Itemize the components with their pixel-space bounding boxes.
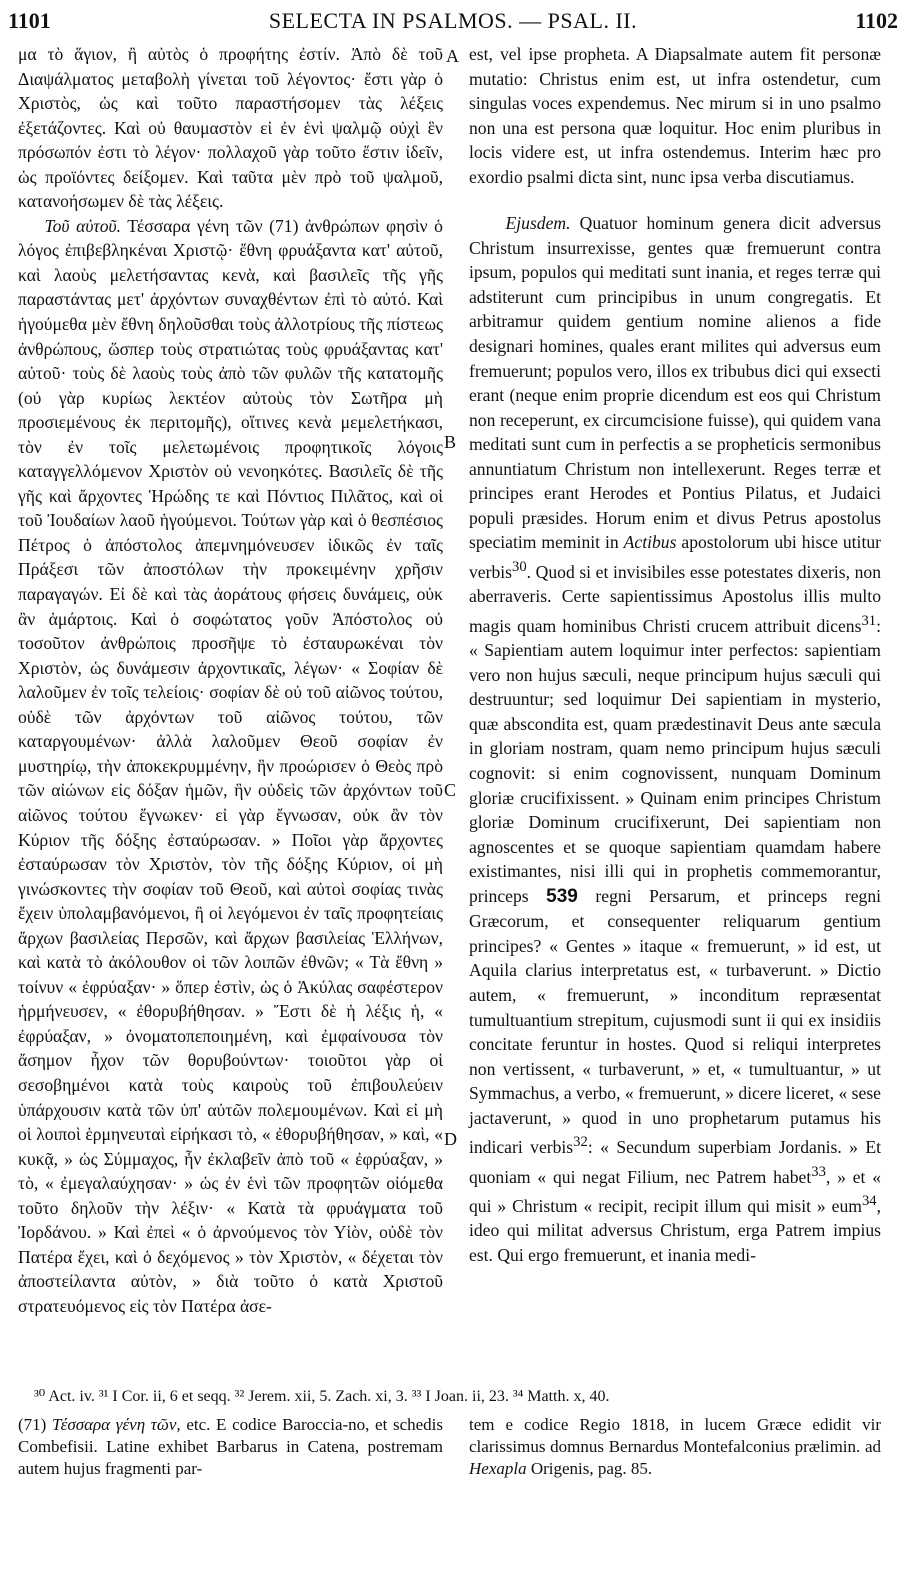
greek-paragraph-2-text: Τέσσαρα γένη τῶν (71) ἀνθρώπων φησὶν ὁ λόγος ἐπιβεβληκέναι Χριστῷ· ἔθνη φρυάξαντα κατ' αὐτοῦ, καὶ λαοὺς μελετήσαντας κενὰ, καὶ βασιλεῖς τῆς γῆς παραστάντας μετ' ἀρχόντων συναχθέντων ἐπὶ τὸ αὐτό. Καὶ ἡγούμεθα μὲν ἔθνη δηλοῦσθαι τοὺς ἀλλοτρίους τῆς πίστεως ἀνθρώπους, ὥσπερ τοὺς στρατιώτας τοὺς φρυάξαντας κατ' αὐτοῦ· τοὺς δὲ λαοὺς τοὺς ἀπὸ τῶν φυλῶν τῆς κατατομῆς (οὐ γὰρ κυρίως λεκτέον αὐτοὺς τὸν Σωτῆρα μὴ προσιεμένους ἐκ περιτομῆς), οἵτινες κενὰ μεμελετήκασι, τὸν ἐν τοῖς μελετωμένοις προφητικοῖς λόγοις καταγγελλόμενον Χριστὸν οὐ νενοηκότες. Βασιλεῖς δὲ τῆς γῆς καὶ ἄρχοντες Ἡρώδης τε καὶ Πόντιος Πιλᾶτος, καὶ οἱ τοῦ Ἰουδαίων λαοῦ ἡγούμενοι. Τούτων γὰρ καὶ ὁ θεσπέσιος Πέτρος ὁ ἀπόστολος ἀπεμνημόνευσεν ἰδικῶς ἐν ταῖς Πράξεσι τῶν ἀποστόλων τὴν προκειμένην χρῆσιν παραγαγών. Εἰ δὲ καὶ τὰς ἀοράτους φήσεις δυνάμεις, οὐκ ἂν ἁμάρτοις. Καὶ ὁ σοφώτατος γοῦν Ἀπόστολος οὐ τοσοῦτον ἀνθρώποις προσῆψε τὸ ἐσταυρωκέναι τὸν Χριστὸν, ὡς δυνάμεσιν ἀρχοντικαῖς, λέγων· « Σοφίαν δὲ λαλοῦμεν ἐν τοῖς τελείοις· σοφίαν δὲ οὐ τοῦ αἰῶνος τούτου, οὐδὲ τῶν ἀρχόντων τοῦ αἰῶνος τούτου, τῶν καταργουμένων· ἀλλὰ λαλοῦμεν Θεοῦ σοφίαν ἐν μυστηρίῳ, τὴν ἀποκεκρυμμένην, ἣν προώρισεν ὁ Θεὸς πρὸ τῶν αἰώνων εἰς δόξαν ἡμῶν, ἣν οὐδεὶς τῶν ἀρχόντων τοῦ αἰῶνος τούτου ἔγνωκεν· εἰ γὰρ ἔγνωσαν, οὐκ ἂν τὸν Κύριον τῆς δόξης ἐσταύρωσαν. » Ποῖοι γὰρ ἄρχοντες ἐσταύρωσαν τὸν Χριστὸν, τὸν τῆς δόξης Κύριον, οἱ μὴ γινώσκοντες τὴν σοφίαν τοῦ Θεοῦ, καὶ αὐτοὶ σοφίας τινὰς ἔχειν ὑπολαμβανόμενοι, ἢ οἱ λεγόμενοι ἐν ταῖς προφητείαις ἄρχων βασιλείας Περσῶν, καὶ ἄρχων βασιλείας Ἑλλήνων, καὶ κατὰ τὸ ἀκόλουθον οἱ τῶν λοιπῶν ἐθνῶν; « Τὰ ἔθνη » τοίνυν « ἐφρύαξαν· » ὅπερ ἐστὶν, ὡς ὁ Ἀκύλας σαφέστερον ἡρμήνευσεν, « ἐθορυβήθησαν. » Ἔστι δὲ ἡ λέξις ἡ, « ἐφρύαξαν, » ὀνοματοπεποιημένη, καὶ ἐμφαίνουσα τὸν ἄσημον ἦχον τῶν θορυβούντων· τοιοῦτοι γὰρ οἱ σεσοβημένοι κατὰ τοὺς καιροὺς τοῦ ἐπιβουλεύειν ὑπάρχουσιν κατὰ τῶν ὑπ' αὐτῶν πολεμουμένων. Καὶ εἰ μὴ οἱ λοιποὶ ἑρμηνευταὶ εἰρήκασι τὸ, « ἐθορυβήθησαν, » καὶ, « κυκᾷ, » ὡς Σύμμαχος, ἦν ἐκλαβεῖν ἀπὸ τοῦ « ἐφρύαξαν, » τὸ, « ἐμεγαλαύχησαν· » ὡς ἐν ἑνὶ τῶν προφητῶν οἰόμεθα τοῦτο δηλοῦν τὴν λέξιν· « Κατὰ τὰ φρυάγματα τοῦ Ἰορδάνου. » Καὶ ἐπεὶ « ὁ ἀρνούμενος τὸν Υἱὸν, οὐδὲ τὸν Πατέρα ἔχει, καὶ ὁ δεχόμενος » τὸν Χριστὸν, « δέχεται τὸν ἀποστείλαντα αὐτὸν, » διὰ τοῦτο ὁ κατὰ Χριστοῦ στρατευόμενος εἰς τὸν Πατέρα ἀσε- — [18, 215, 443, 1316]
scripture-references: ³⁰ Act. iv. ³¹ I Cor. ii, 6 et seqq. ³² Jerem. xii, 5. Zach. xi, 3. ³³ I Joan. ii, 23. ³⁴ Matth. x, 40. — [34, 1388, 610, 1405]
note-hexapla-title: Hexapla — [469, 1459, 527, 1478]
editor-note-right — [469, 1414, 881, 1480]
latin-text-d: : « Sapientiam autem loquimur inter perfectos: sapientiam vero non hujus sæculi, neque principum hujus sæculi qui destruuntur; sed loquimur Dei sapientiam in mysterio, quæ abscondita est, quam prædestinavit Deus ante sæcula in gloriam nostram, quam nemo principum hujus sæculi cognovit: si enim cognovissent, nunquam Dominum gloriæ crucifixissent. » Quinam enim principes Christum gloriæ Dominum crucifixerunt, Dei sapientiam non agnoscentes et se quoque sapientiam quamdam habere existimantes, nisi illi qui in prophetis commemorantur, princeps — [469, 615, 881, 906]
latin-text-c: . Quod si et invisibiles esse potestates dixeris, non aberraveris. Certe sapientissimus Apostolus illis multo magis quam hominibus Christi crucem attribuit dicens — [469, 561, 881, 636]
greek-paragraph-2 — [18, 214, 443, 1319]
note-number: (71) — [18, 1415, 47, 1434]
note-lemma: Τέσσαρα γένη τῶν, — [51, 1415, 181, 1434]
margin-letter-d: D — [444, 1129, 457, 1149]
margin-letter-c: C — [444, 780, 457, 800]
note-text-right-b: Origenis, pag. 85. — [530, 1459, 653, 1478]
column-number-539: 539 — [546, 885, 578, 907]
greek-rubric: Τοῦ αὐτοῦ. — [44, 215, 121, 236]
note-text-left: etc. E codice Baroccia-no, et schedis Combefisii. Latine exhibet Barbarus in Catena, postremam autem hujus fragmenti par- — [18, 1415, 444, 1478]
footnote-ref-31: 31 — [861, 612, 877, 629]
running-title: SELECTA IN PSALMOS. — PSAL. II. — [268, 8, 638, 33]
greek-column — [18, 42, 443, 1318]
latin-acts-title: Actibus — [623, 532, 677, 553]
footnote-ref-32: 32 — [573, 1134, 588, 1151]
latin-text-f: : « Secundum superbiam Jordanis. » Et quoniam « qui negat Filium, nec Patrem habet — [469, 1137, 882, 1187]
latin-column — [469, 42, 881, 1268]
latin-rubric: Ejusdem. — [505, 213, 571, 234]
latin-text-g: , » et « qui » Christum « recipit, recipit illum qui misit » eum — [469, 1166, 882, 1216]
latin-paragraph-2 — [469, 211, 881, 1267]
right-page-number: 1102 — [855, 8, 898, 33]
latin-text-b: apostolorum ubi hisce utitur verbis — [469, 532, 881, 582]
footnote-ref-33: 33 — [811, 1163, 826, 1180]
note-text-right-a: tem e codice Regio 1818, in lucem Græce edidit vir clarissimus domnus Bernardus Montefalconius prælimin. ad — [469, 1415, 881, 1456]
latin-text-a: Quatuor hominum genera dicit adversus Christum insurrexisse, gentes quæ fremuerunt contra ipsum, populos qui meditati sunt inania, et reges terræ qui adstiterunt cum principibus in unum congregatis. Et arbitramur quidem gentium nomine alienos a fide designari homines, quales erant milites qui adversus eum fremuerunt; populos vero, illos ex tribubus dici qui exsecti erant (neque enim proprie dicendum est eos qui Christum non receperunt, ex circumcisione fuisse), qui quidem vana meditati sunt cum in perfectis a se propheticis sermonibus annuntiatum Christum non intellexerunt. Reges terræ et principes erant Herodes et Pontius Pilatus, et Judaici populi præsides. Horum enim et divus Petrus apostolus speciatim meminit in — [469, 213, 882, 553]
margin-letter-b: B — [444, 432, 457, 452]
margin-letter-a: A — [446, 46, 459, 66]
editor-note-left — [18, 1414, 443, 1480]
left-page-number: 1101 — [8, 8, 51, 33]
latin-text-h: , ideo qui militat adversus Christum, erga Patrem impius est. Qui ergo fremuerunt, et inania medi- — [469, 1195, 881, 1265]
latin-paragraph-1: est, vel ipse propheta. A Diapsalmate autem fit personæ mutatio: Christus enim est, ut infra ostendetur, cum singulas voces expendemus. Nec mirum si in uno psalmo non una est persona quæ loquitur. Hoc enim pluribus in locis videre est, ut infra ostendemus. Interim hæc pro exordio psalmi dicta sint, nunc ipsa verba discutiamus. — [469, 44, 881, 187]
latin-text-e: regni Persarum, et princeps regni Græcorum, et consequenter reliquarum gentium principes? « Gentes » itaque « fremuerunt, » id est, ut Aquila clarius interpretatus est, « turbaverunt. » Dictio autem, « fremuerunt, » inconditum repræsentat tumultuantium strepitum, cujusmodi sunt ii qui ex insidiis concitate feruntur in hostes. Quod si reliqui interpretes non vertissent, « turbaverunt, » et, « tumultuantur, » ut Symmachus, a verbo, « fremuerunt, » dicere liceret, « sese jactaverunt, » quod in uno prophetarum putamus his indicari verbis — [469, 885, 881, 1158]
greek-paragraph-1: μα τὸ ἅγιον, ἢ αὐτὸς ὁ προφήτης ἐστίν. Ἀπὸ δὲ τοῦ Διαψάλματος μεταβολὴ γίνεται τοῦ λέγοντος· ἔστι γὰρ ὁ Χριστὸς, ὡς καὶ τοῦτο παραστήσομεν τὰς λέξεις ἐξετάζοντες. Καὶ οὐ θαυμαστὸν εἰ ἐν ἑνὶ ψαλμῷ οὐχὶ ἓν πρόσωπόν ἐστι τὸ λέγον· πολλαχοῦ γὰρ τοῦτο ἔστιν ἰδεῖν, ὡς προϊόντες δείξομεν. Καὶ ταῦτα μὲν πρὸ τοῦ ψαλμοῦ, κατανοήσωμεν δὲ τὰς λέξεις. — [18, 44, 443, 212]
footnote-ref-34: 34 — [861, 1193, 877, 1210]
footnote-ref-30: 30 — [512, 558, 527, 575]
page-header — [8, 8, 898, 38]
